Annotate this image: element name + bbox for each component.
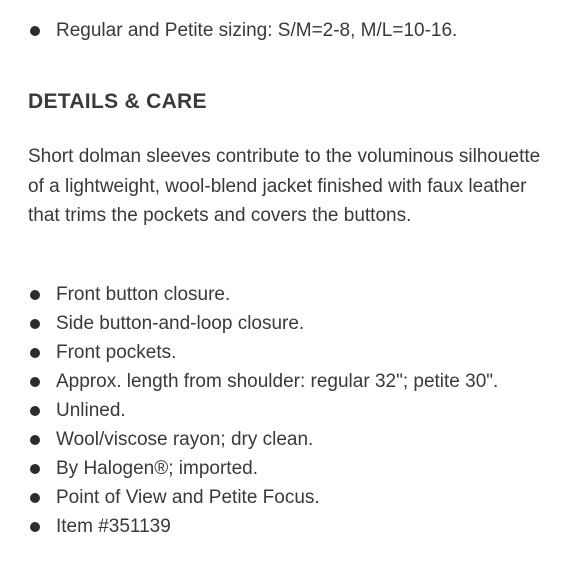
bullet-icon xyxy=(30,464,40,474)
bullet-icon xyxy=(30,406,40,416)
bullet-icon xyxy=(30,377,40,387)
bullet-icon xyxy=(30,435,40,445)
list-item-text: Wool/viscose rayon; dry clean. xyxy=(56,429,314,450)
list-item xyxy=(0,338,580,367)
list-item-text: Point of View and Petite Focus. xyxy=(56,487,320,508)
list-item xyxy=(0,16,580,45)
sizing-text: Regular and Petite sizing: S/M=2-8, M/L=10-16. xyxy=(56,20,458,41)
bullet-icon xyxy=(30,319,40,329)
list-item xyxy=(0,280,580,309)
bullet-icon xyxy=(30,26,40,36)
sizing-list xyxy=(0,16,580,45)
list-item-text: Front pockets. xyxy=(56,342,177,363)
product-description: Short dolman sleeves contribute to the voluminous silhouette of a lightweight, wool-blend jacket finished with faux leather that trims the pockets and covers the buttons. xyxy=(28,146,541,226)
details-care-heading: DETAILS & CARE xyxy=(28,90,207,113)
bullet-icon xyxy=(30,348,40,358)
list-item xyxy=(0,454,580,483)
bullet-icon xyxy=(30,493,40,503)
list-item-text: By Halogen®; imported. xyxy=(56,458,258,479)
list-item-text: Unlined. xyxy=(56,400,126,421)
bullet-icon xyxy=(30,522,40,532)
details-list xyxy=(0,280,580,541)
list-item-text: Side button-and-loop closure. xyxy=(56,313,305,334)
list-item-text: Front button closure. xyxy=(56,284,231,305)
list-item-text: Approx. length from shoulder: regular 32"; petite 30". xyxy=(56,371,499,392)
list-item xyxy=(0,367,580,396)
list-item-text: Item #351139 xyxy=(56,516,171,537)
list-item xyxy=(0,425,580,454)
list-item xyxy=(0,483,580,512)
bullet-icon xyxy=(30,290,40,300)
list-item xyxy=(0,309,580,338)
list-item xyxy=(0,512,580,541)
list-item xyxy=(0,396,580,425)
